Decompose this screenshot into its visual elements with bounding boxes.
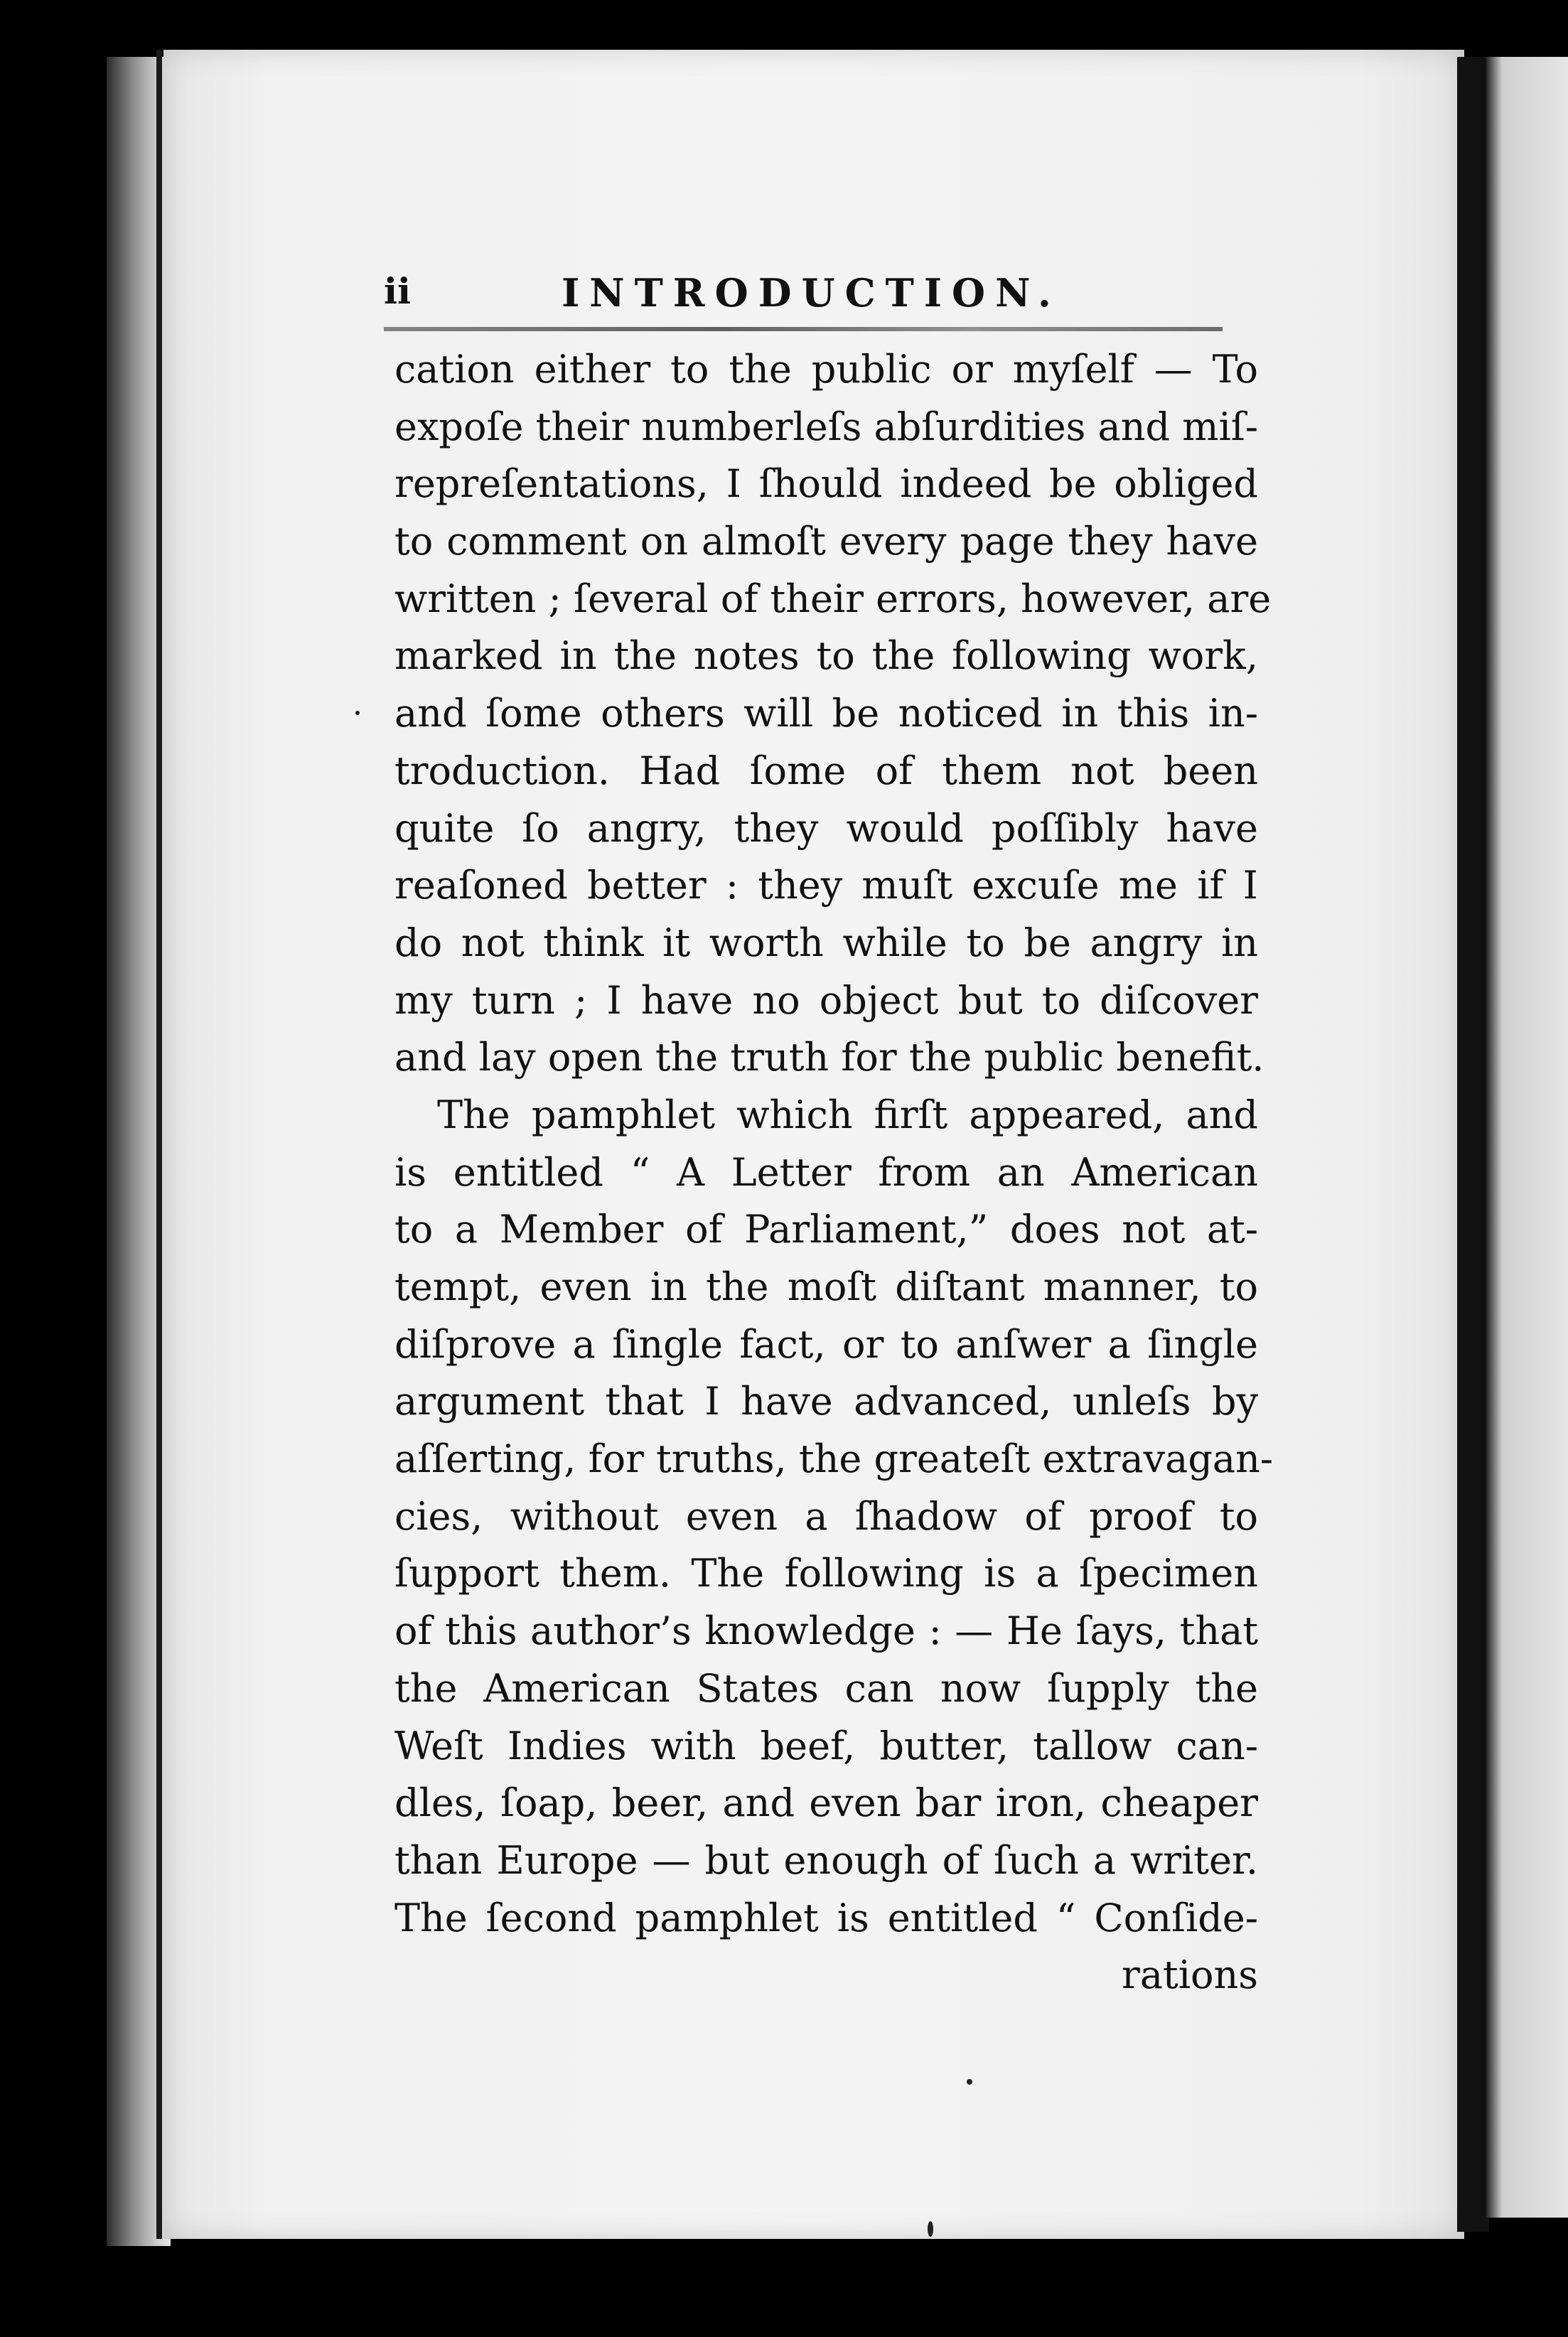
text-line: quite ſo angry, they would poſſibly have [394,805,1258,851]
running-head [384,270,1279,327]
ink-speck [355,711,360,715]
text-line: to a Member of Parliament,” does not at- [394,1207,1258,1252]
catchword: rations [1122,1952,1258,1998]
text-line: aſſerting, for truths, the greateſt extravagan- [394,1436,1274,1482]
text-line: troduction. Had ſome of them not been [394,748,1258,793]
text-line: the American States can now ſupply the [394,1665,1258,1711]
page-title: INTRODUCTION. [562,270,1061,316]
text-line: written ; ſeveral of their errors, however, are [394,576,1272,621]
text-line: tempt, even in the moſt diſtant manner, to [394,1264,1258,1309]
text-line: expoſe their numberleſs abſurdities and miſ- [394,404,1258,449]
text-line: repreſentations, I ſhould indeed be obliged [394,461,1258,507]
text-line: and lay open the truth for the public benefit. [394,1035,1264,1080]
right-gutter [1457,57,1489,2232]
text-line: and ſome others will be noticed in this in- [394,691,1258,736]
text-line: my turn ; I have no object but to diſcover [394,977,1258,1023]
text-line: do not think it worth while to be angry in [394,920,1258,965]
ink-speck [967,2079,972,2085]
text-line: ſupport them. The following is a ſpecimen [394,1551,1258,1596]
header-rule [384,327,1223,331]
text-line: dles, ſoap, beer, and even bar iron, cheaper [394,1780,1258,1826]
facing-page-edge [1486,57,1568,2218]
page-number: ii [384,270,411,312]
ink-speck [928,2221,933,2237]
text-line: Weſt Indies with beef, butter, tallow can- [394,1723,1258,1768]
body-text [394,341,1274,2004]
text-line: The pamphlet which firſt appeared, and [437,1092,1258,1137]
text-line: cies, without even a ſhadow of proof to [394,1493,1258,1539]
text-line: The ſecond pamphlet is entitled “ Conſide- [394,1895,1258,1940]
text-line: reaſoned better : they muſt excuſe me if I [394,863,1258,908]
text-line: cation either to the public or myſelf — To [394,347,1258,392]
text-line: to comment on almoſt every page they have [394,519,1258,564]
text-line: diſprove a ſingle fact, or to anſwer a ſingle [394,1321,1258,1367]
text-line: argument that I have advanced, unleſs by [394,1379,1258,1424]
text-line: of this author’s knowledge : — He ſays, that [394,1608,1258,1654]
text-line: marked in the notes to the following work, [394,633,1258,679]
text-line: is entitled “ A Letter from an American [394,1149,1258,1195]
text-line: than Europe — but enough of ſuch a writer. [394,1837,1258,1883]
binding-edge [156,50,162,2239]
